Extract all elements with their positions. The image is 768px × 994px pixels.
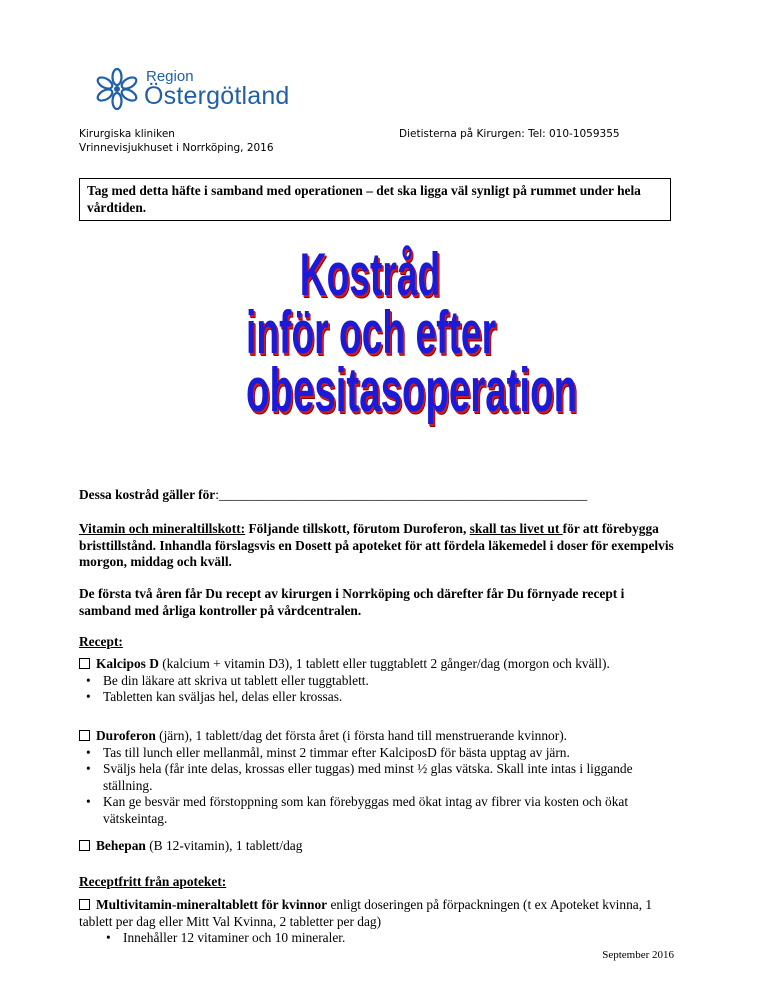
- recept-item-kalcipos: [79, 656, 675, 706]
- logo-region-text: Region: [146, 68, 194, 85]
- list-item: • Tabletten kan sväljas hel, delas eller krossas.: [79, 689, 675, 706]
- item-name: Duroferon: [96, 728, 156, 743]
- vitamins-text-1: Följande tillskott, förutom Duroferon,: [245, 521, 470, 536]
- list-item: • Kan ge besvär med förstoppning som kan förebyggas med ökat intag av fibrer via kosten och ökat vätskeintag.: [79, 794, 675, 827]
- vitamins-text-2: för att förebygga bristtillstånd. Inhandla förslagsvis en Dosett på apoteket för att fördela läkemedel i doser för exempelvis morgon, middag och kväll.: [79, 521, 674, 569]
- logo-name-text: Östergötland: [144, 82, 290, 110]
- item-name: Behepan: [96, 838, 146, 853]
- item-name: Kalcipos D: [96, 656, 159, 671]
- document-title: [170, 241, 578, 425]
- dietitian-contact: Dietisterna på Kirurgen: Tel: 010-1059355: [399, 128, 620, 140]
- list-item: • Tas till lunch eller mellanmål, minst 2 timmar efter KalciposD för bästa upptag av järn.: [79, 745, 675, 762]
- applies-blank: _______________________________________________________: [218, 487, 588, 502]
- list-item: • Be din läkare att skriva ut tablett eller tuggtablett.: [79, 673, 675, 690]
- checkbox-duroferon[interactable]: [79, 730, 90, 741]
- item-text: (järn), 1 tablett/dag det första året (i första hand till menstruerande kvinnor).: [155, 728, 568, 743]
- title-line-2: inför och efter: [246, 299, 497, 366]
- item-text: enligt doseringen på förpackningen (t ex Apoteket kvinna, 1 tablett per dag eller Mitt Val Kvinna, 2 tabletter per dag): [79, 897, 653, 929]
- title-line-3: obesitasoperation: [246, 356, 578, 425]
- vitamins-heading: Vitamin och mineraltillskott:: [79, 521, 246, 536]
- flower-emblem-icon: [92, 66, 142, 112]
- region-logo: [92, 66, 292, 112]
- vitamins-text-underlined: skall tas livet ut: [469, 521, 563, 536]
- item-text: (B 12-vitamin), 1 tablett/dag: [145, 838, 303, 853]
- item-name: Multivitamin-mineraltablett för kvinnor: [96, 897, 328, 912]
- applies-to-line: [79, 487, 679, 504]
- notice-box: Tag med detta häfte i samband med operationen – det ska ligga väl synligt på rummet under hela vårdtiden.: [79, 178, 671, 221]
- list-item: • Sväljs hela (får inte delas, krossas eller tuggas) med minst ½ glas vätska. Skall inte intas i liggande ställning.: [79, 761, 675, 794]
- recept-item-duroferon: [79, 728, 675, 827]
- vitamins-paragraph: [79, 521, 675, 571]
- recept-item-behepan: [79, 838, 675, 855]
- otc-heading: Receptfritt från apoteket:: [79, 874, 227, 889]
- recept-heading: Recept:: [79, 634, 123, 649]
- item-text: (kalcium + vitamin D3), 1 tablett eller tuggtablett 2 gånger/dag (morgon och kväll).: [158, 656, 610, 671]
- recipe-note: De första två åren får Du recept av kirurgen i Norrköping och därefter får Du förnyade recept i samband med årliga kontroller på vårdcentralen.: [79, 586, 625, 618]
- applies-label: Dessa kostråd gäller för: [79, 487, 216, 502]
- footer-date: September 2016: [602, 949, 674, 961]
- checkbox-kalcipos[interactable]: [79, 658, 90, 669]
- clinic-info: [79, 127, 274, 155]
- list-item: • Innehåller 12 vitaminer och 10 mineraler.: [99, 930, 675, 947]
- otc-item-multivitamin: [79, 897, 675, 947]
- checkbox-multivitamin[interactable]: [79, 899, 90, 910]
- hospital-name: Vrinnevisjukhuset i Norrköping, 2016: [79, 142, 274, 154]
- applies-colon: :: [215, 487, 219, 502]
- clinic-name: Kirurgiska kliniken: [79, 128, 175, 140]
- title-line-1: Kostråd: [299, 241, 441, 308]
- checkbox-behepan[interactable]: [79, 840, 90, 851]
